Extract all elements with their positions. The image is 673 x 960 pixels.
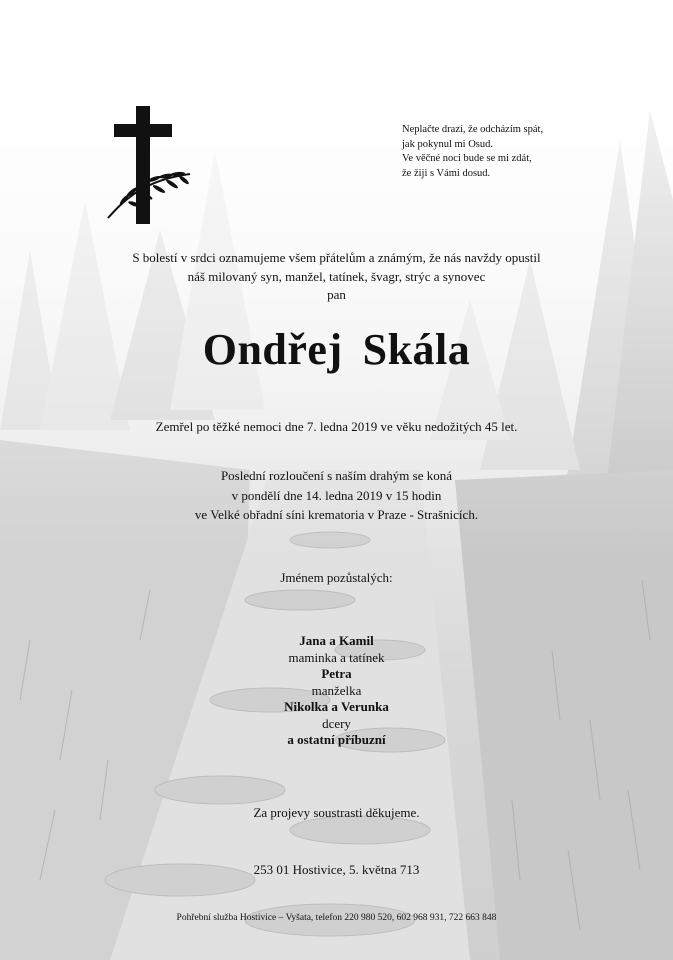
mourner-name: Petra xyxy=(321,666,352,681)
mourners-list xyxy=(0,633,673,749)
poem-line: jak pokynul mi Osud. xyxy=(402,138,493,150)
poem-line: že žiji s Vámi dosud. xyxy=(402,167,491,179)
mourner-name: Nikolka a Verunka xyxy=(284,699,389,714)
intro-line: pan xyxy=(327,287,346,302)
death-notice: Zemřel po těžké nemoci dne 7. ledna 2019 ve věku nedožitých 45 let. xyxy=(155,419,518,434)
intro-line: S bolestí v srdci oznamujeme všem přátelům a známým, že nás navždy opustil xyxy=(132,250,541,265)
mourner-name: Jana a Kamil xyxy=(299,633,374,648)
funeral-line: ve Velké obřadní síni krematoria v Praze - Strašnicích. xyxy=(194,507,479,522)
announcement-intro xyxy=(0,249,673,305)
poem xyxy=(402,123,543,181)
deceased-last-name: Skála xyxy=(362,325,471,374)
family-address: 253 01 Hostivice, 5. května 713 xyxy=(253,862,420,877)
mourner-relation: maminka a tatínek xyxy=(288,649,385,665)
mourner-relation: dcery xyxy=(322,715,351,731)
funeral-line: Poslední rozloučení s naším drahým se koná xyxy=(220,468,453,483)
deceased-first-name: Ondřej xyxy=(202,325,343,374)
deceased-name xyxy=(0,322,673,378)
poem-line: Ve věčné noci bude se mi zdát, xyxy=(402,153,532,164)
funeral-service-footer: Pohřební služba Hostivice – Vyšata, telefon 220 980 520, 602 968 931, 722 663 848 xyxy=(176,913,497,923)
mourner-relation: manželka xyxy=(311,682,362,698)
poem-line: Neplačte drazí, že odcházím spát, xyxy=(402,124,544,135)
mourner-name: a ostatní příbuzní xyxy=(287,732,386,747)
funeral-details xyxy=(0,466,673,525)
funeral-line: v pondělí dne 14. ledna 2019 v 15 hodin xyxy=(231,487,442,503)
cross-with-palm-branch-icon xyxy=(104,104,196,224)
on-behalf-heading: Jménem pozůstalých: xyxy=(280,570,393,585)
intro-line: náš milovaný syn, manžel, tatínek, švagr, strýc a synovec xyxy=(187,268,486,284)
condolence-thanks: Za projevy soustrasti děkujeme. xyxy=(253,805,420,820)
